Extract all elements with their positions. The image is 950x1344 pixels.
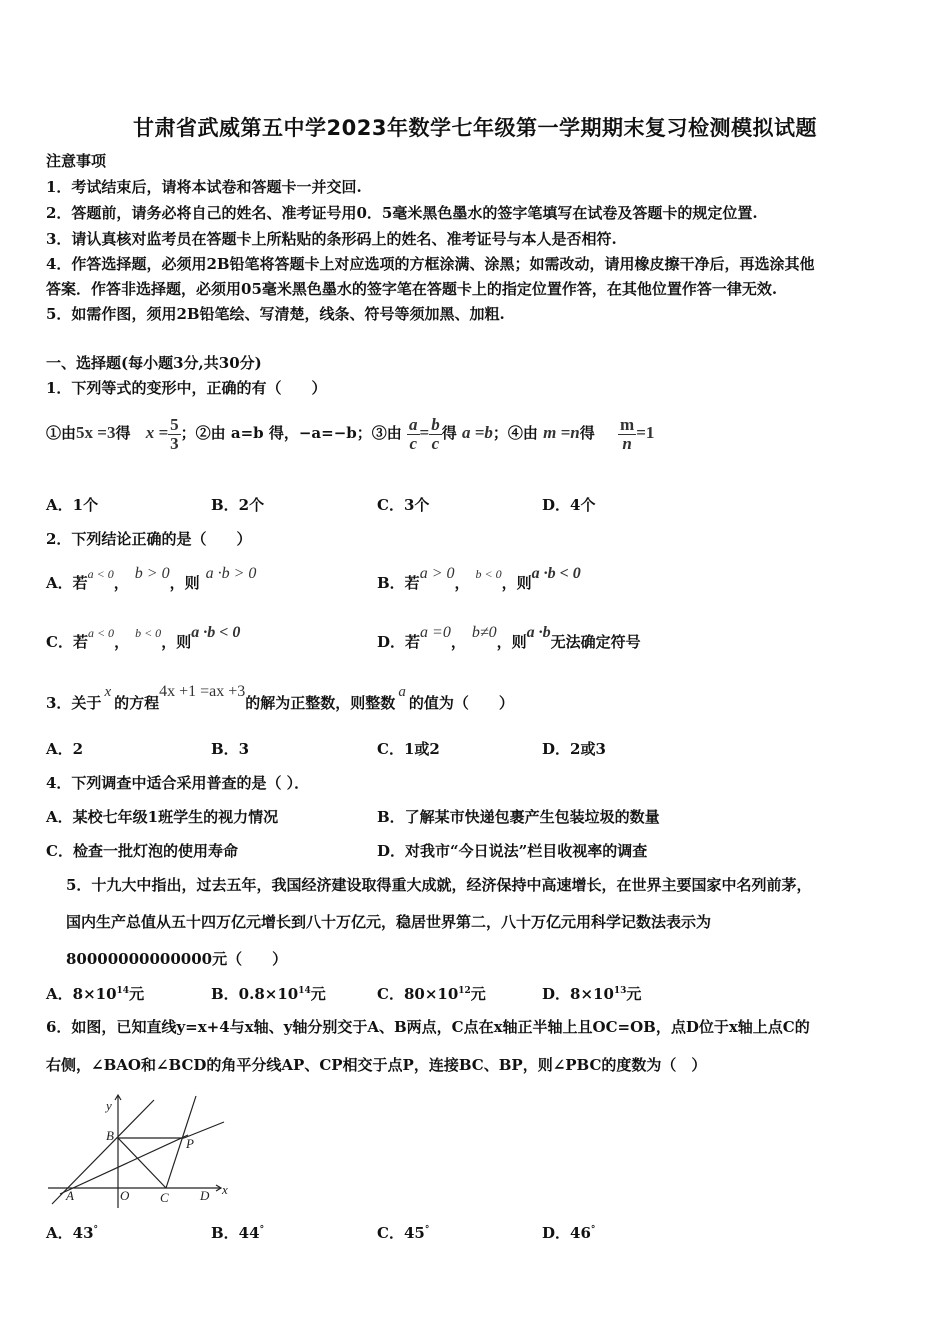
q5-stem-line: 5．十九大中指出，过去五年，我国经济建设取得重大成就，经济保持中高速增长，在世界主要国家中名列前茅， (66, 876, 812, 894)
label-y: y (106, 1098, 112, 1113)
q5-option-c: C．$80\times 10^{12}$元 (377, 985, 486, 1003)
q6-stem-line: 6．如图，已知直线y=x+4与x轴、y轴分别交于A、B两点，C点在x轴正半轴上且OC=OB，点D位于x轴上点C的 (46, 1018, 810, 1036)
q2-stem: 2．下列结论正确的是（ ） (46, 530, 252, 548)
q6-option-d: D．46° (542, 1224, 596, 1242)
q1-option-a: A．1个 (46, 496, 99, 514)
label-d: D (200, 1188, 210, 1203)
q6-option-c: C．45° (377, 1224, 430, 1242)
q3-option-c: C．1或2 (377, 740, 440, 758)
q4-option-b: B．了解某市快递包裹产生包装垃圾的数量 (377, 808, 660, 826)
q6-figure (44, 1090, 234, 1210)
notice-item: 4．作答选择题，必须用2B铅笔将答题卡上对应选项的方框涂满、涂黑；如需改动，请用橡皮擦干净后，再选涂其他 (46, 255, 815, 273)
q6-option-a: A．43° (46, 1224, 99, 1242)
q2-option-d: D．若a =0，b≠0，则a ·b无法确定符号 (377, 624, 641, 651)
q3-stem: 3．关于x的方程4x +1 =ax +3的解为正整数，则整数a的值为（ ） (46, 683, 514, 712)
notice-item: 答案．作答非选择题，必须用05毫米黑色墨水的签字笔在答题卡上的指定位置作答，在其他位置作答一律无效. (46, 280, 778, 298)
notice-item: 1．考试结束后，请将本试卷和答题卡一并交回. (46, 178, 362, 196)
label-b: B (106, 1128, 114, 1143)
q4-option-c: C．检查一批灯泡的使用寿命 (46, 842, 238, 860)
page-title: 甘肃省武威第五中学2023年数学七年级第一学期期末复习检测模拟试题 (133, 116, 817, 140)
q5-stem-line: 国内生产总值从五十四万亿元增长到八十万亿元，稳居世界第二，八十万亿元用科学记数法表示为 (66, 913, 712, 931)
q4-option-a: A．某校七年级1班学生的视力情况 (46, 808, 279, 826)
label-x: x (222, 1182, 228, 1197)
label-a: A (66, 1188, 74, 1203)
notice-heading: 注意事项 (46, 152, 107, 170)
line-bc (118, 1138, 166, 1188)
q6-stem-line: 右侧，∠BAO和∠BCD的角平分线AP、CP相交于点P，连接BC、BP，则∠PBC的度数为（ ） (46, 1056, 707, 1074)
q1-option-b: B．2个 (211, 496, 265, 514)
q5-option-a: A．$8\times 10^{14}$元 (46, 985, 145, 1003)
q2-option-a: A．若a < 0，b > 0，则a ·b > 0 (46, 565, 257, 592)
q3-option-b: B．3 (211, 740, 250, 758)
q2-option-b: B．若a > 0， b < 0，则a ·b < 0 (377, 565, 581, 592)
notice-item: 5．如需作图，须用2B铅笔绘、写清楚，线条、符号等须加黑、加粗. (46, 305, 505, 323)
q2-option-c: C．若a < 0， b < 0，则a ·b < 0 (46, 624, 241, 651)
label-c: C (160, 1190, 169, 1205)
q1-option-c: C．3个 (377, 496, 430, 514)
q3-option-d: D．2或3 (542, 740, 606, 758)
section-heading: 一、选择题(每小题3分,共30分) (46, 354, 262, 372)
q4-option-d: D．对我市“今日说法”栏目收视率的调查 (377, 842, 648, 860)
q1-body: ①由5x =3得 x = $\frac{5}{3}$ ；②由 a=b 得，−a=−b；③由 $\frac{a}{c}$ = $\frac{b}{c}$ 得 a =b；④由 m =n得 $\frac{m}{n}$ =1 (46, 414, 655, 453)
q1-option-d: D．4个 (542, 496, 596, 514)
q4-stem: 4．下列调查中适合采用普查的是（ ）． (46, 774, 310, 792)
label-p: P (186, 1136, 194, 1151)
notice-item: 3．请认真核对监考员在答题卡上所粘贴的条形码上的姓名、准考证号与本人是否相符. (46, 230, 617, 248)
q1-stem: 1．下列等式的变形中，正确的有（ ） (46, 379, 327, 397)
q3-option-a: A．2 (46, 740, 84, 758)
q6-option-b: B．44° (211, 1224, 265, 1242)
notice-item: 2．答题前，请务必将自己的姓名、准考证号用0．5毫米黑色墨水的签字笔填写在试卷及答题卡的规定位置. (46, 204, 758, 222)
label-o: O (120, 1188, 130, 1203)
q5-stem-line: 80000000000000元（ ） (66, 950, 288, 968)
q5-option-d: D．$8\times 10^{13}$元 (542, 985, 642, 1003)
q5-option-b: B．$0.8\times 10^{14}$元 (211, 985, 326, 1003)
